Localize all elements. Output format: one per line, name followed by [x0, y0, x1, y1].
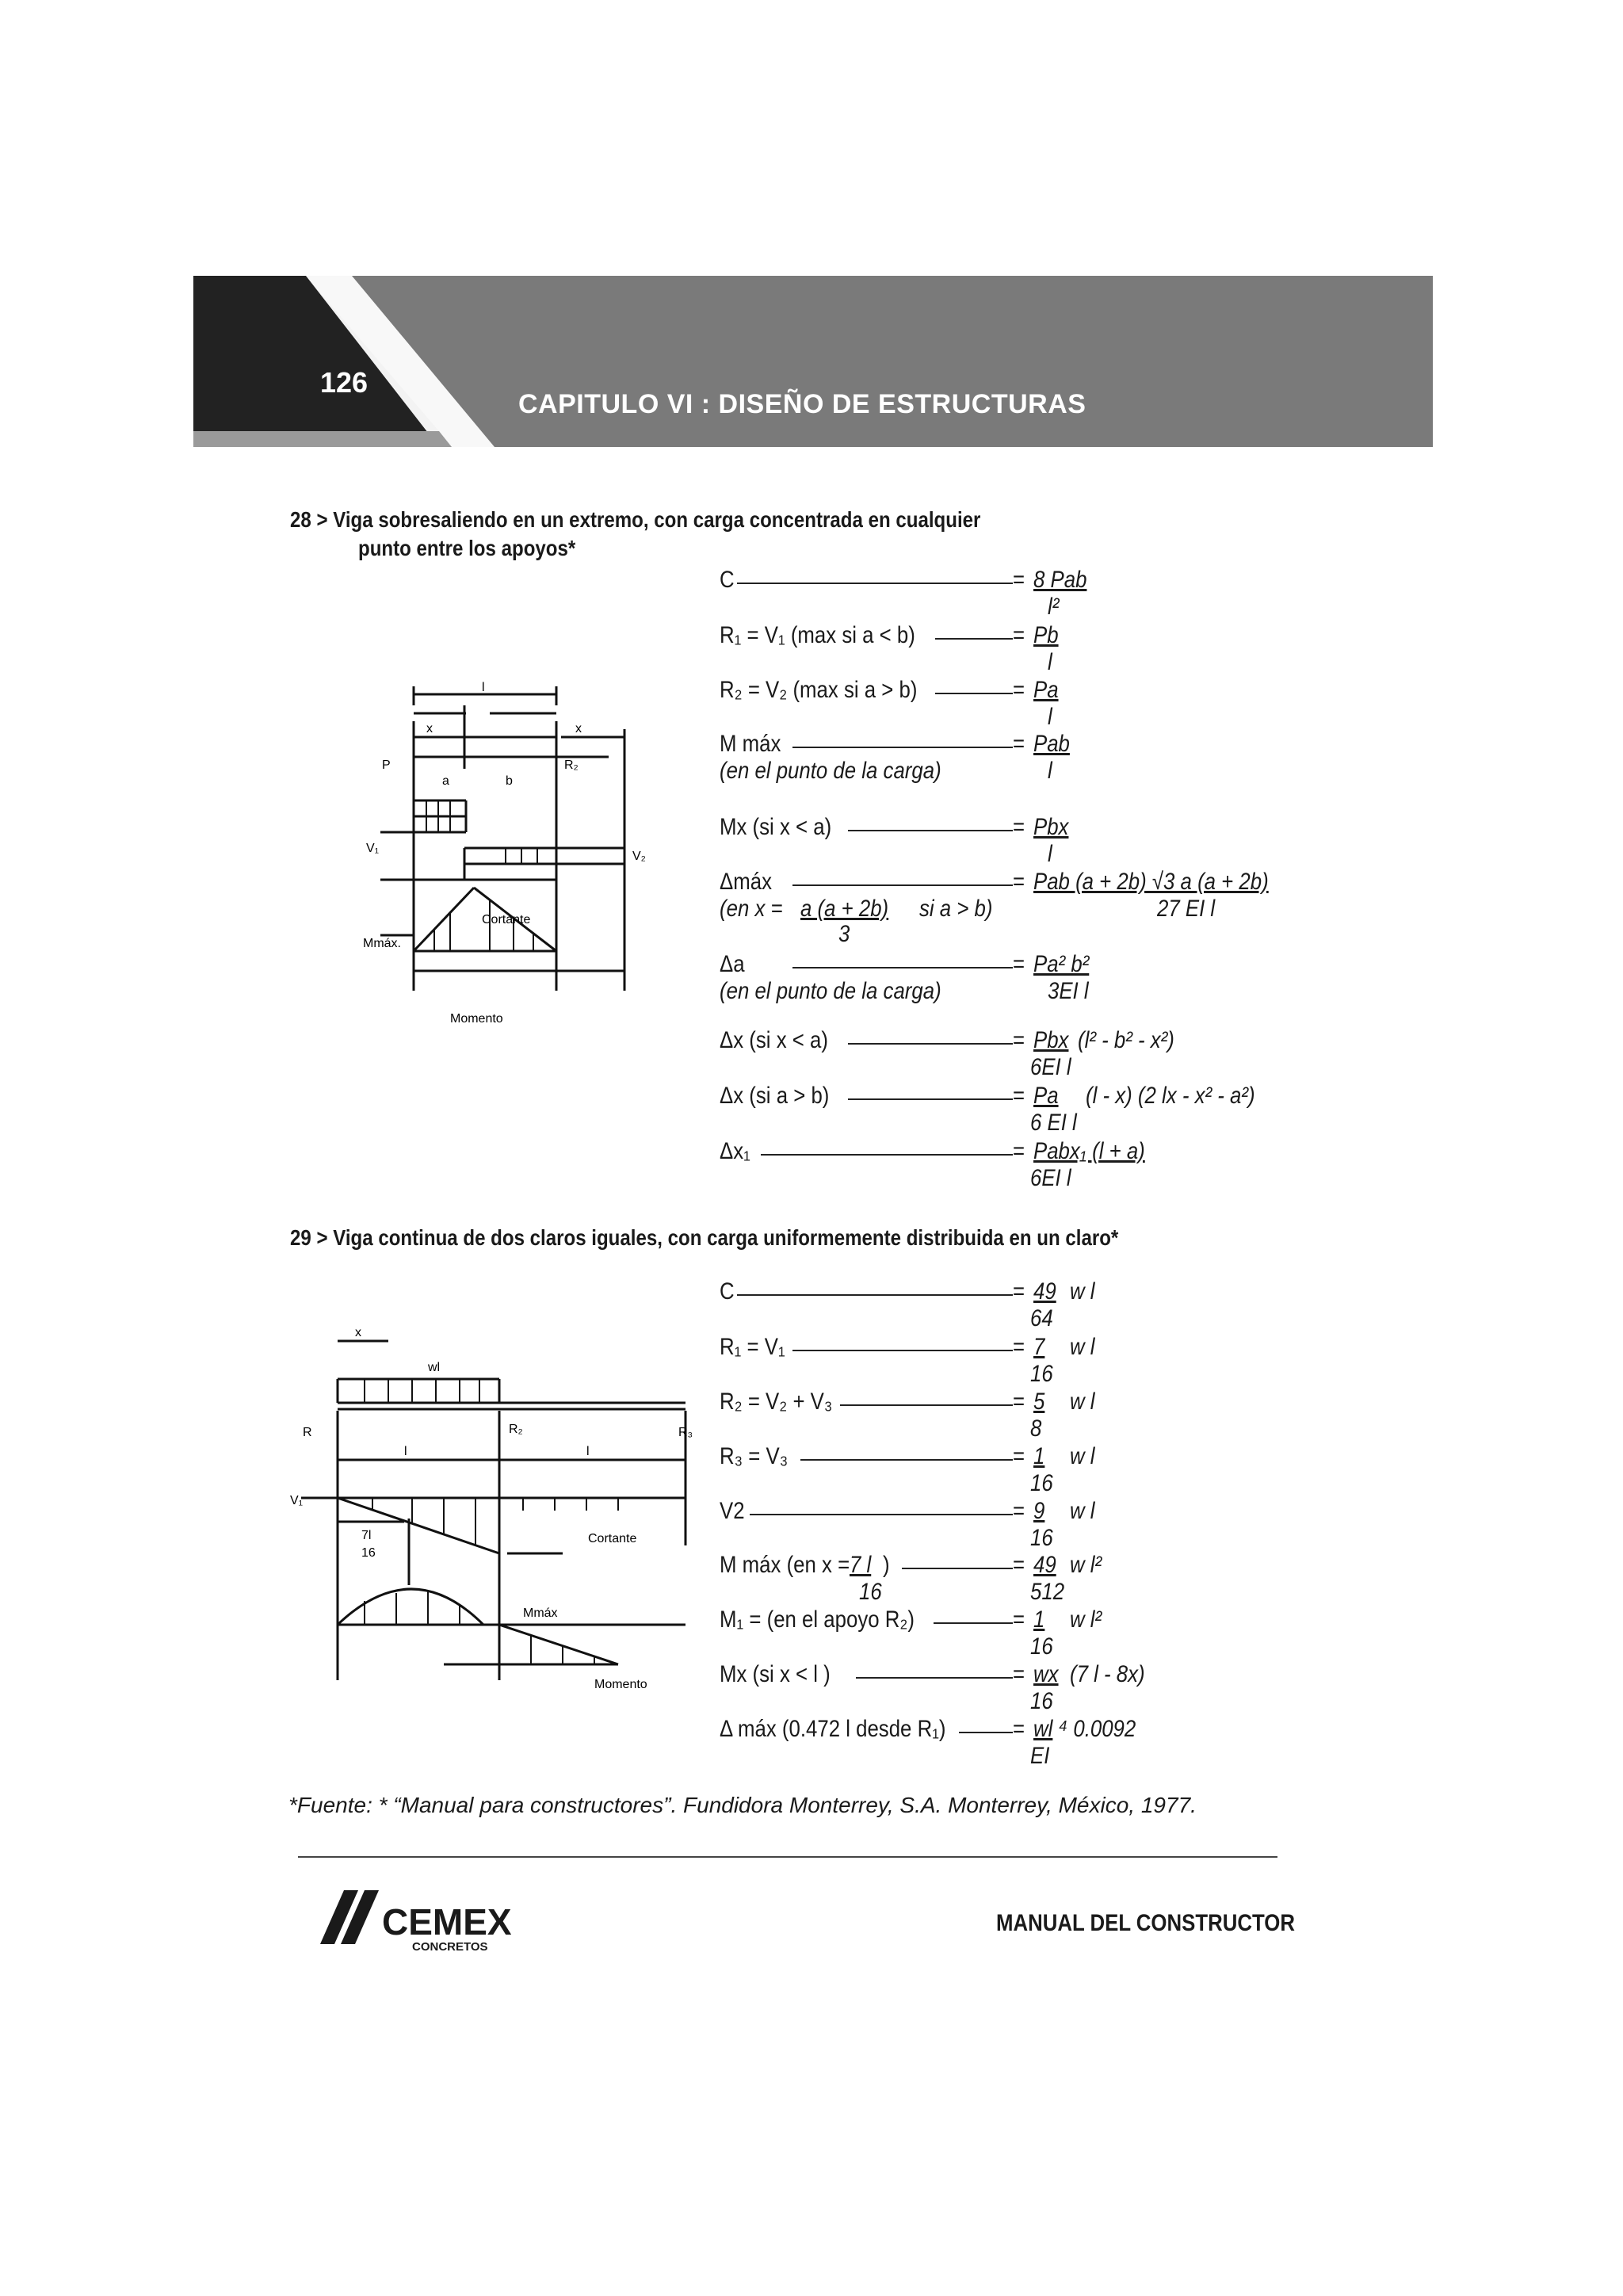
- diagram29-label-R2: R₂: [509, 1423, 523, 1436]
- formula-left: Δx (si a > b): [720, 1083, 830, 1109]
- beam-diagram-29: [285, 1316, 697, 1696]
- formula-tail: (l² - b² - x²): [1078, 1027, 1174, 1053]
- formula-left: Δmáx: [720, 869, 772, 895]
- section-28-title-line2: punto entre los apoyos*: [358, 536, 576, 560]
- formula-tail: w l: [1070, 1389, 1095, 1415]
- diagram-label-momento: Momento: [450, 1012, 503, 1026]
- formula-denominator: 16: [1030, 1633, 1053, 1660]
- formula-left: M máx (en x =: [720, 1552, 850, 1578]
- leader-line: [934, 1622, 1013, 1624]
- formula-numerator: wl: [1033, 1716, 1053, 1742]
- formula-left: C: [720, 567, 735, 593]
- formula-numerator: wx: [1033, 1661, 1059, 1687]
- formula-denominator: l: [1048, 841, 1052, 867]
- formula-numerator: 49: [1033, 1552, 1056, 1578]
- formula-numerator: Pbx: [1033, 814, 1069, 840]
- equals-sign: =: [1013, 1443, 1025, 1469]
- formula-left-frac: 7 l: [850, 1552, 872, 1578]
- logo-sub: CONCRETOS: [412, 1940, 488, 1954]
- formula-denominator: 27 EI l: [1157, 896, 1216, 922]
- leader-line: [800, 1459, 1013, 1461]
- diagram-label-x: x: [426, 722, 433, 735]
- diagram29-label-x: x: [355, 1326, 361, 1339]
- leader-line: [792, 1350, 1013, 1351]
- diagram-label-mmax: Mmáx.: [363, 937, 401, 950]
- formula-left-den: 3: [838, 921, 850, 947]
- diagram29-label-l1: l: [404, 1445, 407, 1458]
- formula-numerator: Pa: [1033, 1083, 1059, 1109]
- formula-left: Δx (si x < a): [720, 1027, 828, 1053]
- formula-numerator: Pb: [1033, 622, 1059, 648]
- diagram-label-V2: V₂: [632, 850, 646, 863]
- leader-line: [792, 884, 1013, 886]
- equals-sign: =: [1013, 869, 1025, 895]
- diagram-label-P: P: [382, 758, 391, 772]
- formula-numerator: Pab: [1033, 731, 1070, 757]
- formula-numerator: 1: [1033, 1443, 1045, 1469]
- formula-left-den: 16: [859, 1579, 882, 1605]
- equals-sign: =: [1013, 567, 1025, 593]
- formula-denominator: l: [1048, 704, 1052, 730]
- equals-sign: =: [1013, 1334, 1025, 1360]
- equals-sign: =: [1013, 677, 1025, 703]
- formula-left: Δ máx (0.472 l desde R₁): [720, 1716, 946, 1742]
- diagram29-label-R1: R: [303, 1426, 312, 1439]
- leader-line: [761, 1154, 1013, 1156]
- diagram29-label-l2: l: [586, 1445, 590, 1458]
- formula-left: C: [720, 1278, 735, 1305]
- formula-tail: (7 l - 8x): [1070, 1661, 1145, 1687]
- formula-tail: w l: [1070, 1498, 1095, 1524]
- leader-line: [840, 1404, 1013, 1406]
- leader-line: [959, 1732, 1013, 1733]
- formula-left-note: (en el punto de la carga): [720, 978, 941, 1004]
- equals-sign: =: [1013, 1027, 1025, 1053]
- formula-numerator: 8 Pab: [1033, 567, 1087, 593]
- chapter-title: CAPITULO VI : DISEÑO DE ESTRUCTURAS: [518, 389, 1086, 419]
- formula-denominator: 16: [1030, 1525, 1053, 1551]
- equals-sign: =: [1013, 951, 1025, 977]
- equals-sign: =: [1013, 1138, 1025, 1164]
- diagram-label-a: a: [442, 774, 449, 788]
- diagram-label-x1: x: [575, 722, 582, 735]
- formula-denominator: l²: [1048, 594, 1060, 620]
- cemex-logo: [320, 1890, 526, 1958]
- diagram29-label-cortante: Cortante: [588, 1532, 637, 1545]
- formula-numerator: 9: [1033, 1498, 1045, 1524]
- leader-line: [935, 693, 1013, 694]
- leader-line: [737, 583, 1013, 584]
- formula-denominator: 3EI l: [1048, 978, 1089, 1004]
- formula-left: Mx (si x < a): [720, 814, 832, 840]
- formula-numerator: Pbx: [1033, 1027, 1069, 1053]
- formula-numerator: 1: [1033, 1606, 1045, 1633]
- formula-tail: ⁴ 0.0092: [1059, 1716, 1136, 1742]
- manual-title: MANUAL DEL CONSTRUCTOR: [996, 1910, 1295, 1936]
- formula-denominator: 6EI l: [1030, 1054, 1071, 1080]
- formula-left: M₁ = (en el apoyo R₂): [720, 1606, 915, 1633]
- formula-numerator: Pa² b²: [1033, 951, 1090, 977]
- equals-sign: =: [1013, 731, 1025, 757]
- formula-left: R₂ = V₂ + V₃: [720, 1389, 833, 1415]
- formula-left: Δa: [720, 951, 745, 977]
- diagram29-label-V1: V₁: [290, 1494, 304, 1507]
- equals-sign: =: [1013, 1498, 1025, 1524]
- formula-left: R₁ = V₁ (max si a < b): [720, 622, 915, 648]
- leader-line: [935, 638, 1013, 640]
- formula-numerator: 7: [1033, 1334, 1045, 1360]
- formula-denominator: 64: [1030, 1305, 1053, 1331]
- equals-sign: =: [1013, 1389, 1025, 1415]
- diagram29-label-mmax: Mmáx: [523, 1606, 558, 1620]
- formula-left: Mx (si x < l ): [720, 1661, 831, 1687]
- equals-sign: =: [1013, 1661, 1025, 1687]
- page-number: 126: [320, 366, 369, 399]
- formula-denominator: 6 EI l: [1030, 1110, 1077, 1136]
- leader-line: [848, 1043, 1013, 1045]
- formula-numerator: 5: [1033, 1389, 1045, 1415]
- beam-diagram-28: [363, 682, 648, 1030]
- leader-line: [737, 1294, 1013, 1296]
- formula-tail: (l - x) (2 lx - x² - a²): [1086, 1083, 1255, 1109]
- formula-left: Δx₁: [720, 1138, 750, 1164]
- diagram-label-b: b: [506, 774, 513, 788]
- diagram29-label-wl: wl: [428, 1361, 441, 1374]
- formula-left-note: (en el punto de la carga): [720, 758, 941, 784]
- formula-numerator: Pa: [1033, 677, 1059, 703]
- diagram-label-R2: R₂: [564, 758, 579, 772]
- equals-sign: =: [1013, 1278, 1025, 1305]
- formula-left-close: ): [883, 1552, 890, 1578]
- formula-numerator: 49: [1033, 1278, 1056, 1305]
- logo-brand: CEMEX: [382, 1901, 512, 1943]
- formula-left: V2: [720, 1498, 745, 1524]
- formula-denominator: l: [1048, 649, 1052, 675]
- formula-left: R₂ = V₂ (max si a > b): [720, 677, 918, 703]
- formula-tail: w l²: [1070, 1552, 1102, 1578]
- diagram-label-l: l: [482, 682, 485, 694]
- formula-tail: w l: [1070, 1278, 1095, 1305]
- formula-left-radicand: a (a + 2b): [800, 896, 889, 922]
- diagram-label-cortante: Cortante: [482, 913, 531, 926]
- formula-numerator: Pab (a + 2b) √3 a (a + 2b): [1033, 869, 1269, 895]
- leader-line: [848, 830, 1013, 831]
- formula-denominator: 16: [1030, 1688, 1053, 1714]
- source-footnote: *Fuente: * “Manual para constructores”. Fundidora Monterrey, S.A. Monterrey, México, 1977.: [288, 1793, 1197, 1817]
- footer-rule: [298, 1856, 1277, 1858]
- equals-sign: =: [1013, 1083, 1025, 1109]
- leader-line: [856, 1677, 1013, 1679]
- equals-sign: =: [1013, 814, 1025, 840]
- section-29-title: 29 > Viga continua de dos claros iguales, con carga uniformemente distribuida en un claro*: [290, 1225, 1119, 1250]
- formula-tail: w l: [1070, 1443, 1095, 1469]
- header-decoration: [193, 276, 510, 447]
- leader-line: [792, 747, 1013, 748]
- formula-left: R₁ = V₁: [720, 1334, 785, 1360]
- formula-left-note: (en x =: [720, 896, 783, 922]
- formula-denominator: EI: [1030, 1743, 1050, 1769]
- formula-denominator: 512: [1030, 1579, 1065, 1605]
- diagram29-frac-top: 7l: [361, 1529, 372, 1542]
- diagram-label-V1: V₁: [366, 842, 380, 855]
- formula-numerator: Pabx₁ (l + a): [1033, 1138, 1145, 1164]
- formula-denominator: l: [1048, 758, 1052, 784]
- formula-tail: w l²: [1070, 1606, 1102, 1633]
- formula-left: M máx: [720, 731, 781, 757]
- formula-denominator: 16: [1030, 1470, 1053, 1496]
- leader-line: [902, 1568, 1013, 1569]
- diagram29-label-R3: R₃: [678, 1426, 693, 1439]
- leader-line: [848, 1098, 1013, 1100]
- formula-denominator: 16: [1030, 1361, 1053, 1387]
- leader-line: [750, 1514, 1013, 1515]
- formula-tail: w l: [1070, 1334, 1095, 1360]
- diagram29-frac-bot: 16: [361, 1546, 376, 1560]
- equals-sign: =: [1013, 1606, 1025, 1633]
- leader-line: [792, 967, 1013, 968]
- section-28-title: 28 > Viga sobresaliendo en un extremo, con carga concentrada en cualquier: [290, 507, 981, 532]
- formula-left: R₃ = V₃: [720, 1443, 789, 1469]
- formula-denominator: 6EI l: [1030, 1165, 1071, 1191]
- diagram29-label-momento: Momento: [594, 1678, 647, 1691]
- equals-sign: =: [1013, 622, 1025, 648]
- equals-sign: =: [1013, 1552, 1025, 1578]
- formula-denominator: 8: [1030, 1415, 1042, 1442]
- formula-left-cond: si a > b): [919, 896, 993, 922]
- equals-sign: =: [1013, 1716, 1025, 1742]
